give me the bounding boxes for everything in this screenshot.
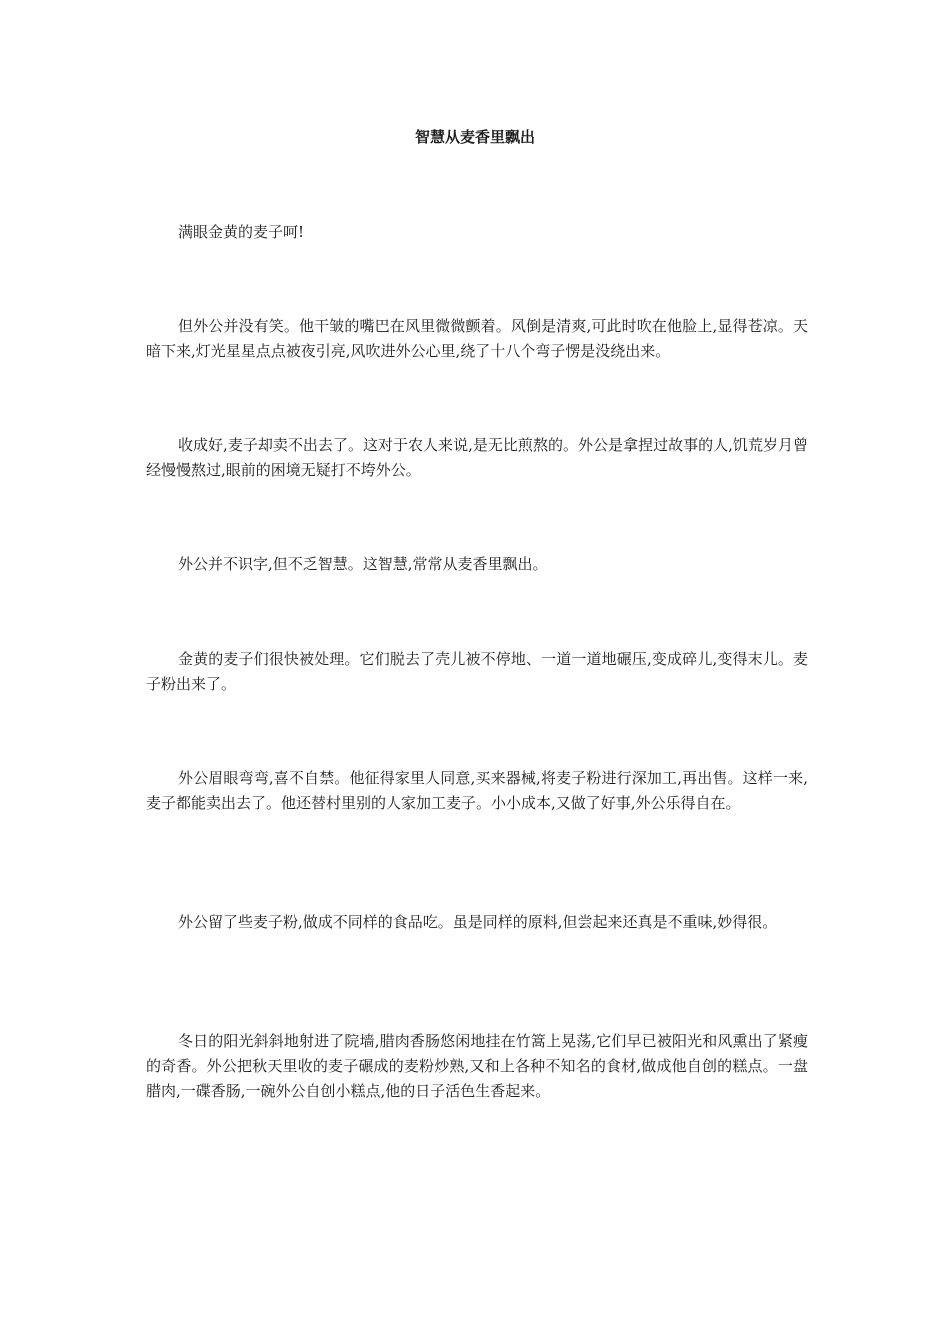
- paragraph-5: 金黄的麦子们很快被处理。它们脱去了壳儿被不停地、一道一道地碾压,变成碎儿,变得末儿。麦子粉出来了。: [146, 650, 808, 693]
- paragraph-7: 外公留了些麦子粉,做成不同样的食品吃。虽是同样的原料,但尝起来还真是不重味,妙得很。: [178, 913, 778, 931]
- paragraph-6: 外公眉眼弯弯,喜不自禁。他征得家里人同意,买来器械,将麦子粉进行深加工,再出售。这样一来,麦子都能卖出去了。他还替村里别的人家加工麦子。小小成本,又做了好事,外公乐得自在。: [146, 769, 808, 812]
- paragraph-4: 外公并不识字,但不乏智慧。这智慧,常常从麦香里飘出。: [178, 555, 548, 573]
- paragraph-8: 冬日的阳光斜斜地射进了院墙,腊肉香肠悠闲地挂在竹篙上晃荡,它们早已被阳光和风熏出了紧瘦的奇香。外公把秋天里收的麦子碾成的麦粉炒熟,又和上各种不知名的食材,做成他自创的糕点。一盘腊肉,一碟香肠,一碗外公自创小糕点,他的日子活色生香起来。: [146, 1032, 808, 1100]
- paragraph-1: 满眼金黄的麦子呵!: [178, 223, 305, 241]
- document-title: 智慧从麦香里飘出: [414, 128, 535, 146]
- paragraph-2: 但外公并没有笑。他干皱的嘴巴在风里微微颤着。风倒是清爽,可此时吹在他脸上,显得苍凉。天暗下来,灯光星星点点被夜引亮,风吹进外公心里,绕了十八个弯子愣是没绕出来。: [146, 317, 808, 360]
- paragraph-3: 收成好,麦子却卖不出去了。这对于农人来说,是无比煎熬的。外公是拿捏过故事的人,饥荒岁月曾经慢慢熬过,眼前的困境无疑打不垮外公。: [146, 436, 808, 479]
